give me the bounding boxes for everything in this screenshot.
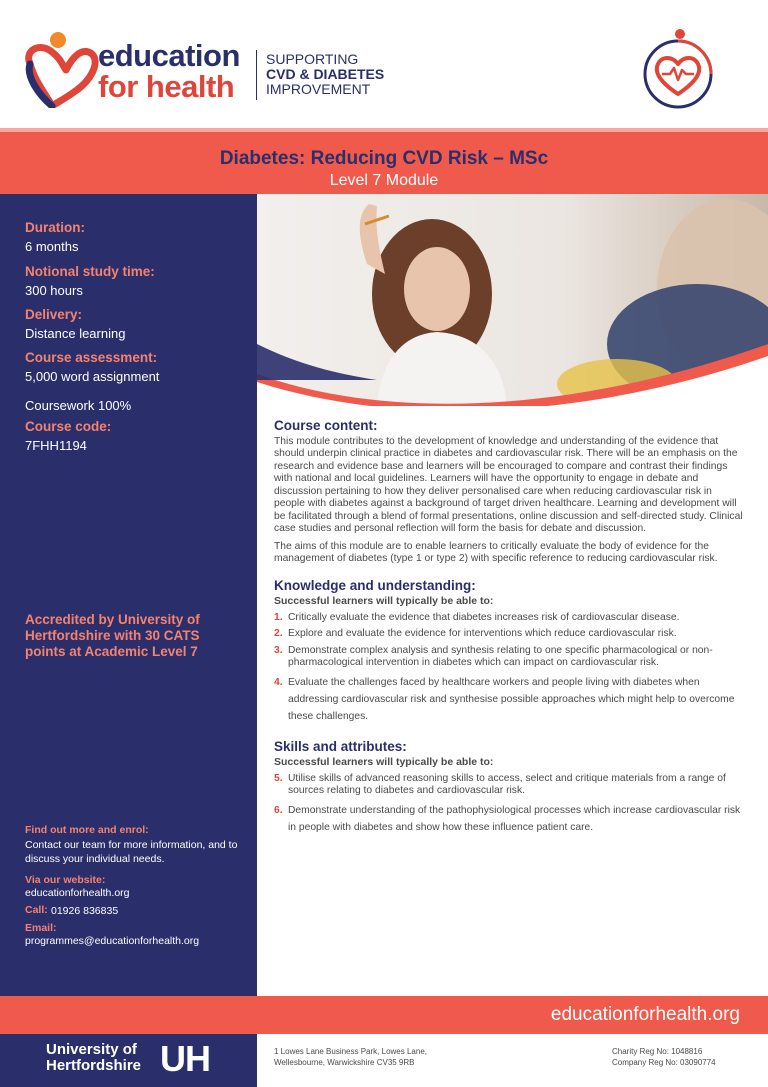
course-level: Level 7 Module bbox=[329, 172, 439, 189]
delivery-value: Distance learning bbox=[25, 326, 126, 341]
list-text: Demonstrate understanding of the pathophysiological processes which increase cardiovascular risk in people with diabetes and show how these influence patient care. bbox=[288, 804, 741, 833]
skills-heading: Skills and attributes: bbox=[274, 738, 407, 754]
website-link[interactable]: educationforhealth.org bbox=[25, 887, 130, 899]
tagline bbox=[266, 52, 384, 97]
tagline-divider bbox=[256, 50, 257, 100]
enrol-label: Find out more and enrol: bbox=[25, 824, 149, 836]
page-header bbox=[0, 0, 768, 128]
heart-logo-icon bbox=[22, 28, 100, 108]
course-content-heading: Course content: bbox=[274, 418, 378, 433]
enrol-text: Contact our team for more information, and to discuss your individual needs. bbox=[25, 839, 238, 865]
list-number: 2. bbox=[274, 628, 283, 639]
course-content-paragraph-2: The aims of this module are to enable learners to critically evaluate the body of evidence for the management of diabetes (type 1 or type 2) with specific reference to reducing cardiovascular risk. bbox=[274, 540, 718, 564]
list-item bbox=[274, 628, 744, 641]
brand-wordmark bbox=[98, 40, 240, 102]
email-link[interactable]: programmes@educationforhealth.org bbox=[25, 935, 200, 947]
brand-line-2: for health bbox=[98, 69, 235, 104]
call-label: Call: bbox=[25, 904, 48, 916]
university-line-2: Hertfordshire bbox=[46, 1057, 142, 1074]
course-content-paragraph-1: This module contributes to the development of knowledge and understanding of the evidence that should underpin clinical practice in diabetes and cardiovascular risk. There will be an emphasis on the research and evidence base and learners will be encouraged to compare and contrast their findings with national and local guidelines. Learners will have the opportunity to engage in debate and discussion pertaining to how they deliver personalised care when reducing cardiovascular risk in people with diabetes against a background of target driven healthcare. Learning and development will be facilitated through a blend of formal presentations, online discussion and self-directed study. Clinical case studies and personal reflection will form the basis for debate and discussion. bbox=[274, 435, 743, 534]
university-name bbox=[46, 1042, 141, 1074]
duration-label: Duration: bbox=[25, 220, 85, 235]
accreditation-note: Accredited by University of Hertfordshire with 30 CATS points at Academic Level 7 bbox=[25, 612, 200, 659]
company-reg: Company Reg No: 03090774 bbox=[612, 1058, 716, 1067]
postal-address bbox=[274, 1046, 427, 1068]
tagline-line-1: SUPPORTING bbox=[266, 51, 359, 67]
list-text: Explore and evaluate the evidence for interventions which reduce cardiovascular risk. bbox=[288, 628, 677, 639]
list-text: Evaluate the challenges faced by healthcare workers and people living with diabetes when addressing cardiovascular risk and synthesise possible approaches which might help to overcome these challenges. bbox=[288, 676, 735, 722]
course-content bbox=[274, 420, 744, 838]
list-item bbox=[274, 645, 744, 670]
list-number: 5. bbox=[274, 772, 283, 784]
registration-info bbox=[612, 1046, 716, 1068]
study-time-value: 300 hours bbox=[25, 283, 83, 298]
list-text: Utilise skills of advanced reasoning skills to access, select and critique materials from a range of sources relating to diabetes and cardiovascular risk. bbox=[288, 772, 726, 796]
assessment-value: 5,000 word assignment bbox=[25, 369, 160, 384]
address-line-1: 1 Lowes Lane Business Park, Lowes Lane, bbox=[274, 1047, 427, 1056]
assessment-label: Course assessment: bbox=[25, 350, 158, 365]
delivery-label: Delivery: bbox=[25, 307, 83, 322]
tagline-line-3: IMPROVEMENT bbox=[266, 81, 371, 97]
duration-value: 6 months bbox=[25, 239, 79, 254]
list-item bbox=[274, 773, 744, 798]
footer-band bbox=[0, 996, 768, 1034]
knowledge-intro: Successful learners will typically be able to: bbox=[274, 595, 494, 607]
university-logo bbox=[0, 1034, 257, 1087]
website-label: Via our website: bbox=[25, 874, 106, 886]
title-band bbox=[0, 128, 768, 194]
course-details-sidebar bbox=[0, 194, 257, 996]
heartbeat-badge-icon bbox=[640, 28, 716, 112]
list-number: 6. bbox=[274, 804, 283, 816]
study-time-label: Notional study time: bbox=[25, 264, 155, 279]
course-title: Diabetes: Reducing CVD Risk – MSc bbox=[219, 148, 549, 169]
address-line-2: Wellesbourne, Warwickshire CV35 9RB bbox=[274, 1058, 415, 1067]
brand-line-1: education bbox=[98, 38, 240, 73]
email-label: Email: bbox=[25, 922, 57, 934]
list-item bbox=[274, 612, 744, 625]
skills-intro: Successful learners will typically be able to: bbox=[274, 756, 494, 768]
list-number: 1. bbox=[274, 611, 283, 623]
charity-reg: Charity Reg No: 1048816 bbox=[612, 1047, 703, 1056]
list-number: 4. bbox=[274, 676, 283, 688]
course-code-label: Course code: bbox=[25, 419, 112, 434]
university-mark: UH bbox=[160, 1038, 210, 1079]
list-item bbox=[274, 674, 744, 725]
student-photo bbox=[257, 194, 768, 406]
knowledge-heading: Knowledge and understanding: bbox=[274, 577, 476, 593]
coursework-value: Coursework 100% bbox=[25, 398, 132, 413]
course-code-value: 7FHH1194 bbox=[25, 438, 87, 453]
university-line-1: University of bbox=[46, 1041, 137, 1058]
tagline-line-2: CVD & DIABETES bbox=[266, 66, 385, 82]
phone-number[interactable]: 01926 836835 bbox=[51, 905, 119, 917]
list-number: 3. bbox=[274, 644, 283, 656]
list-item bbox=[274, 802, 744, 836]
list-text: Critically evaluate the evidence that diabetes increases risk of cardiovascular disease. bbox=[288, 611, 680, 623]
list-text: Demonstrate complex analysis and synthesis relating to one specific pharmacological or non-pharmacological intervention in diabetes which can impact on cardiovascular risk. bbox=[288, 644, 713, 668]
footer-website-link[interactable]: educationforhealth.org bbox=[550, 1004, 740, 1025]
